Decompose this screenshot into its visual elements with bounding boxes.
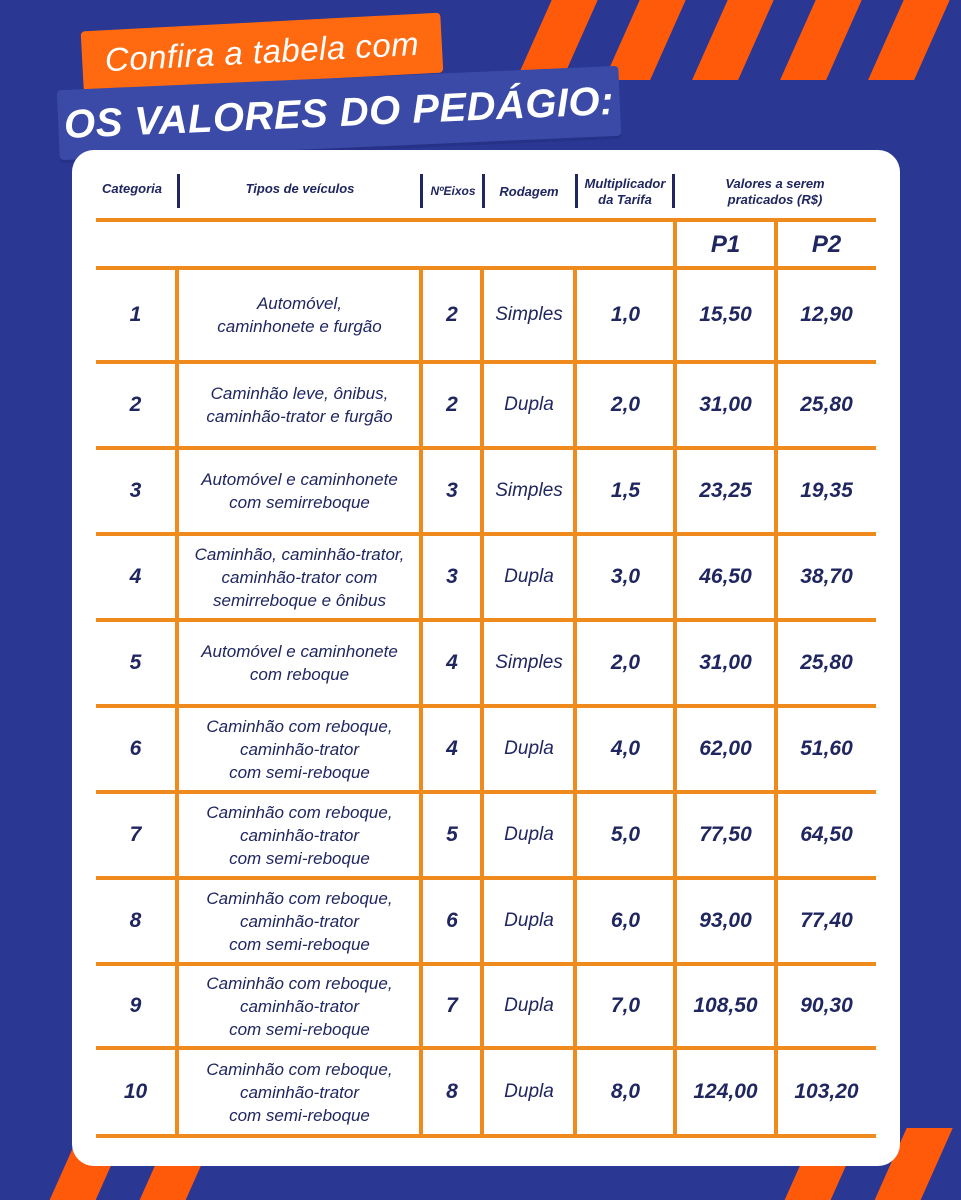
cell-eixos: 4 [446, 737, 458, 760]
cell-multiplicador: 3,0 [610, 565, 641, 588]
table-vline [573, 266, 577, 1138]
cell-p2: 12,90 [800, 303, 853, 326]
cell-multiplicador: 6,0 [610, 909, 641, 932]
header-tipos: Tipos de veículos [245, 181, 355, 196]
cell-p1: 77,50 [699, 823, 752, 846]
cell-p1: 124,00 [693, 1080, 758, 1103]
cell-tipo: Caminhão, caminhão-trator, caminhão-trator com semirreboque e ônibus [194, 544, 405, 610]
cell-tipo: Automóvel, caminhonete e furgão [217, 294, 382, 336]
header-separator [177, 174, 180, 208]
header-p1: P1 [710, 231, 741, 258]
cell-multiplicador: 7,0 [610, 994, 641, 1017]
header-separator [672, 174, 675, 208]
cell-rodagem: Dupla [504, 1081, 554, 1102]
cell-tipo: Caminhão com reboque, caminhão-trator com semi-reboque [206, 1059, 393, 1125]
header-eixos: NºEixos [430, 184, 476, 198]
cell-multiplicador: 1,5 [610, 479, 641, 502]
table-vline [419, 266, 423, 1138]
cell-tipo: Caminhão leve, ônibus, caminhão-trator e furgão [206, 384, 393, 426]
cell-p2: 38,70 [800, 565, 853, 588]
cell-eixos: 2 [446, 303, 458, 326]
cell-eixos: 2 [446, 393, 458, 416]
cell-categoria: 4 [129, 565, 142, 588]
cell-categoria: 2 [129, 393, 142, 416]
cell-p1: 62,00 [699, 737, 752, 760]
cell-multiplicador: 1,0 [610, 303, 641, 326]
cell-p2: 25,80 [800, 651, 853, 674]
cell-eixos: 8 [446, 1080, 458, 1103]
cell-categoria: 8 [129, 909, 142, 932]
cell-eixos: 3 [446, 565, 458, 588]
cell-p2: 19,35 [800, 479, 853, 502]
cell-rodagem: Simples [495, 480, 563, 501]
cell-eixos: 7 [446, 994, 458, 1017]
table-hline [96, 1134, 876, 1138]
heading-line-2: OS VALORES DO PEDÁGIO: [63, 78, 615, 147]
heading-line-1: Confira a tabela com [103, 24, 420, 79]
table-vline [480, 266, 484, 1138]
header-p2: P2 [811, 231, 842, 258]
cell-p2: 51,60 [800, 737, 853, 760]
cell-p2: 77,40 [800, 909, 853, 932]
cell-rodagem: Simples [495, 304, 563, 325]
header-rodagem: Rodagem [499, 184, 559, 199]
cell-tipo: Caminhão com reboque, caminhão-trator com semi-reboque [206, 973, 393, 1039]
header-separator [420, 174, 423, 208]
cell-p1: 23,25 [699, 479, 752, 502]
header-separator [575, 174, 578, 208]
cell-rodagem: Dupla [504, 995, 554, 1016]
cell-categoria: 3 [129, 479, 142, 502]
cell-tipo: Automóvel e caminhonete com semirreboque [201, 470, 398, 512]
cell-tipo: Caminhão com reboque, caminhão-trator com semi-reboque [206, 716, 393, 782]
cell-categoria: 7 [129, 823, 142, 846]
table-vline [175, 266, 179, 1138]
cell-tipo: Automóvel e caminhonete com reboque [201, 642, 398, 684]
cell-categoria: 5 [129, 651, 142, 674]
cell-p1: 31,00 [699, 651, 752, 674]
cell-eixos: 3 [446, 479, 458, 502]
cell-categoria: 10 [123, 1080, 148, 1103]
cell-rodagem: Dupla [504, 824, 554, 845]
cell-p1: 46,50 [699, 565, 752, 588]
cell-multiplicador: 4,0 [610, 737, 641, 760]
header-categoria: Categoria [102, 181, 162, 196]
cell-p1: 15,50 [699, 303, 752, 326]
header-separator [482, 174, 485, 208]
cell-categoria: 6 [129, 737, 142, 760]
cell-eixos: 5 [446, 823, 458, 846]
cell-rodagem: Dupla [504, 738, 554, 759]
cell-rodagem: Dupla [504, 566, 554, 587]
cell-p1: 108,50 [693, 994, 758, 1017]
cell-multiplicador: 2,0 [610, 651, 641, 674]
cell-tipo: Caminhão com reboque, caminhão-trator com semi-reboque [206, 888, 393, 954]
cell-multiplicador: 8,0 [610, 1080, 641, 1103]
cell-tipo: Caminhão com reboque, caminhão-trator com semi-reboque [206, 802, 393, 868]
cell-eixos: 6 [446, 909, 458, 932]
cell-rodagem: Simples [495, 652, 563, 673]
header-valores: Valores a serem praticados (R$) [725, 176, 825, 207]
cell-p1: 31,00 [699, 393, 752, 416]
cell-p2: 103,20 [794, 1080, 859, 1103]
cell-p2: 25,80 [800, 393, 853, 416]
cell-multiplicador: 5,0 [610, 823, 641, 846]
cell-p1: 93,00 [699, 909, 752, 932]
header-multiplicador: Multiplicador da Tarifa [584, 176, 666, 207]
cell-categoria: 9 [129, 994, 142, 1017]
cell-rodagem: Dupla [504, 910, 554, 931]
cell-eixos: 4 [446, 651, 458, 674]
cell-p2: 90,30 [800, 994, 853, 1017]
cell-categoria: 1 [129, 303, 142, 326]
cell-p2: 64,50 [800, 823, 853, 846]
cell-multiplicador: 2,0 [610, 393, 641, 416]
cell-rodagem: Dupla [504, 394, 554, 415]
